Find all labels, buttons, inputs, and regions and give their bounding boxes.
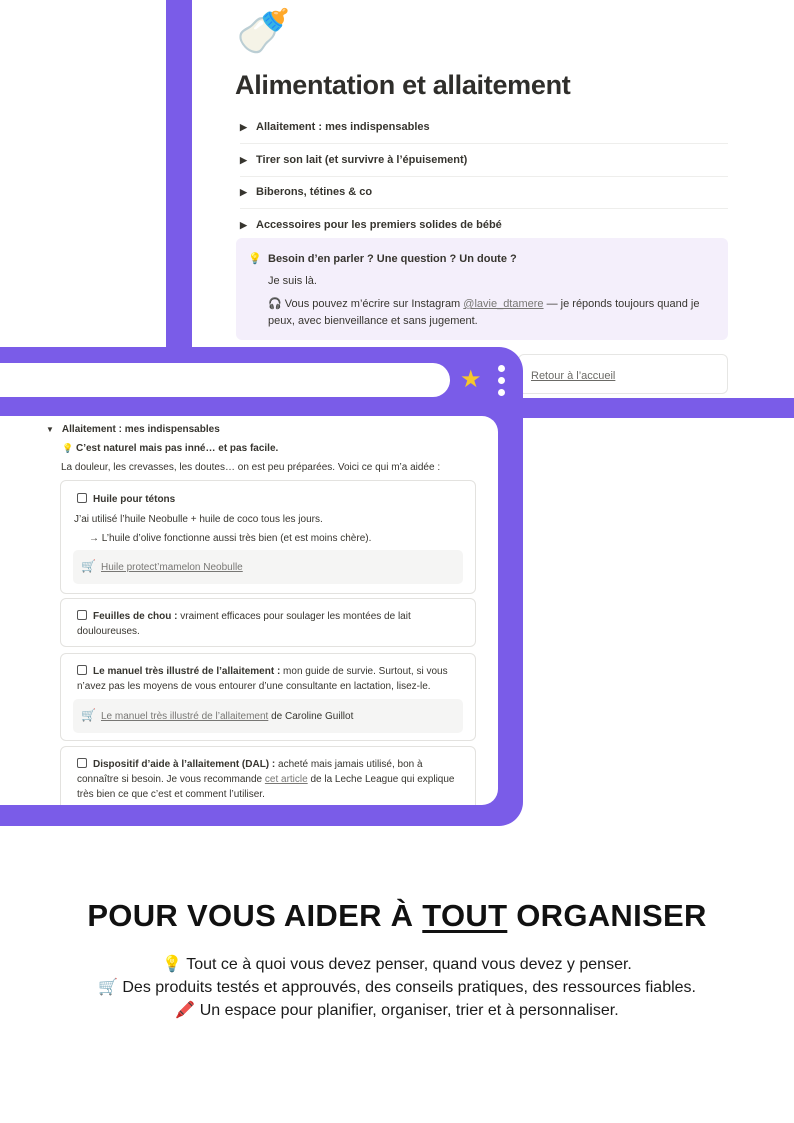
toggle-tirer-lait[interactable] bbox=[240, 144, 728, 177]
headline-text: POUR VOUS AIDER À bbox=[87, 898, 423, 933]
page-title: Alimentation et allaitement bbox=[235, 70, 571, 100]
section-subtitle bbox=[62, 443, 278, 454]
product-link-line bbox=[101, 711, 353, 722]
promo-line-text: Des produits testés et approuvés, des conseils pratiques, des ressources fiables. bbox=[117, 979, 696, 996]
card-title bbox=[77, 757, 457, 802]
checklist-card bbox=[60, 746, 476, 805]
card-text: mon guide de survie. Surtout, si vous n’avez pas les moyens de vous entourer d’une consultante en lactation, lisez-le. bbox=[77, 666, 448, 692]
toggle-allaitement[interactable] bbox=[240, 111, 728, 144]
card-title-text: Dispositif d’aide à l’allaitement (DAL) : bbox=[93, 759, 276, 770]
product-link-block[interactable] bbox=[73, 550, 463, 584]
callout-instagram-text bbox=[268, 296, 716, 330]
card-text: → L’huile d’olive fonctionne aussi très bien (et est moins chère). bbox=[89, 533, 372, 544]
card-text: vraiment efficaces pour soulager les montées de lait douloureuses. bbox=[77, 611, 411, 637]
checkbox[interactable] bbox=[77, 758, 87, 768]
product-link-block[interactable] bbox=[73, 699, 463, 733]
toggle-label: Biberons, tétines & co bbox=[256, 186, 373, 198]
card-title-text: Feuilles de chou : bbox=[93, 611, 178, 622]
section-intro: La douleur, les crevasses, les doutes… on est peu préparées. Voici ce qui m’a aidée : bbox=[61, 462, 441, 473]
card-title bbox=[77, 664, 457, 694]
back-home-button[interactable] bbox=[518, 354, 728, 394]
toggle-accessoires[interactable] bbox=[240, 209, 728, 241]
toggle-label: Tirer son lait (et survivre à l’épuisement) bbox=[256, 154, 468, 166]
promo-line bbox=[0, 1000, 794, 1020]
product-link[interactable]: Huile protect’mamelon Neobulle bbox=[101, 562, 243, 573]
checklist-card bbox=[60, 480, 476, 594]
contact-callout bbox=[236, 238, 728, 340]
frame-band-right bbox=[520, 398, 794, 418]
triangle-right-icon: ▶ bbox=[240, 219, 247, 230]
link-suffix: de Caroline Guillot bbox=[268, 711, 354, 722]
headline-underlined: TOUT bbox=[422, 898, 508, 933]
promo-line bbox=[0, 977, 794, 997]
product-link[interactable]: Le manuel très illustré de l’allaitement bbox=[101, 711, 269, 722]
triangle-right-icon: ▶ bbox=[240, 186, 247, 197]
promo-line bbox=[0, 954, 794, 974]
card-title-text: Huile pour tétons bbox=[93, 494, 176, 505]
triangle-right-icon: ▶ bbox=[240, 154, 247, 165]
callout-text: — je réponds toujours quand je peux, avec bienveillance et sans jugement. bbox=[268, 298, 700, 327]
toggle-biberons[interactable] bbox=[240, 176, 728, 209]
lightbulb-icon: 💡 bbox=[62, 443, 74, 453]
toggle-label: Accessoires pour les premiers solides de bébé bbox=[256, 219, 502, 231]
callout-text: Vous pouvez m’écrire sur Instagram bbox=[281, 298, 464, 310]
crayon-icon: 🖍️ bbox=[175, 1002, 196, 1019]
more-options-icon[interactable] bbox=[494, 362, 508, 398]
card-title bbox=[77, 609, 457, 639]
toggle-allaitement-open[interactable] bbox=[46, 424, 220, 435]
callout-line: Je suis là. bbox=[268, 275, 317, 287]
subtitle-text: C’est naturel mais pas inné… et pas facile. bbox=[76, 443, 279, 454]
lightbulb-icon: 💡 bbox=[248, 253, 262, 265]
lightbulb-icon: 💡 bbox=[162, 956, 183, 973]
headphones-icon: 🎧 bbox=[268, 298, 282, 310]
card-title bbox=[77, 492, 457, 507]
promo-line-text: Tout ce à quoi vous devez penser, quand vous devez y penser. bbox=[182, 956, 632, 973]
back-home-label: Retour à l’accueil bbox=[531, 370, 616, 382]
shopping-cart-icon: 🛒 bbox=[81, 559, 96, 573]
shopping-cart-icon: 🛒 bbox=[81, 708, 96, 722]
article-link[interactable]: cet article bbox=[264, 774, 308, 785]
card-text: de la Leche League qui explique très bien ce que c’est et comment l’utiliser. bbox=[77, 774, 455, 800]
card-text: J’ai utilisé l’huile Neobulle + huile de coco tous les jours. bbox=[74, 514, 323, 525]
checkbox[interactable] bbox=[77, 493, 87, 503]
triangle-right-icon: ▶ bbox=[240, 121, 247, 132]
card-text: acheté mais jamais utilisé, bon à connaître si besoin. Je vous recommande bbox=[77, 759, 423, 785]
toggle-label: Allaitement : mes indispensables bbox=[256, 121, 430, 133]
bottom-window-page bbox=[0, 416, 498, 805]
card-title-text: Le manuel très illustré de l’allaitement : bbox=[93, 666, 281, 677]
search-bar[interactable] bbox=[0, 363, 450, 397]
checklist-card bbox=[60, 598, 476, 647]
checklist-card bbox=[60, 653, 476, 741]
shopping-cart-icon: 🛒 bbox=[98, 979, 118, 996]
triangle-down-icon: ▼ bbox=[46, 425, 54, 434]
promo-line-text: Un espace pour planifier, organiser, trier et à personnaliser. bbox=[195, 1002, 619, 1019]
callout-title: Besoin d’en parler ? Une question ? Un doute ? bbox=[268, 253, 517, 265]
checkbox[interactable] bbox=[77, 610, 87, 620]
instagram-link[interactable]: @lavie_dtamere bbox=[463, 298, 544, 310]
baby-bottle-icon: 🍼 bbox=[236, 7, 291, 56]
star-icon[interactable]: ★ bbox=[460, 366, 482, 393]
headline-text: ORGANISER bbox=[507, 898, 707, 933]
toggle-label: Allaitement : mes indispensables bbox=[61, 424, 220, 435]
promo-headline bbox=[0, 898, 794, 934]
checkbox[interactable] bbox=[77, 665, 87, 675]
